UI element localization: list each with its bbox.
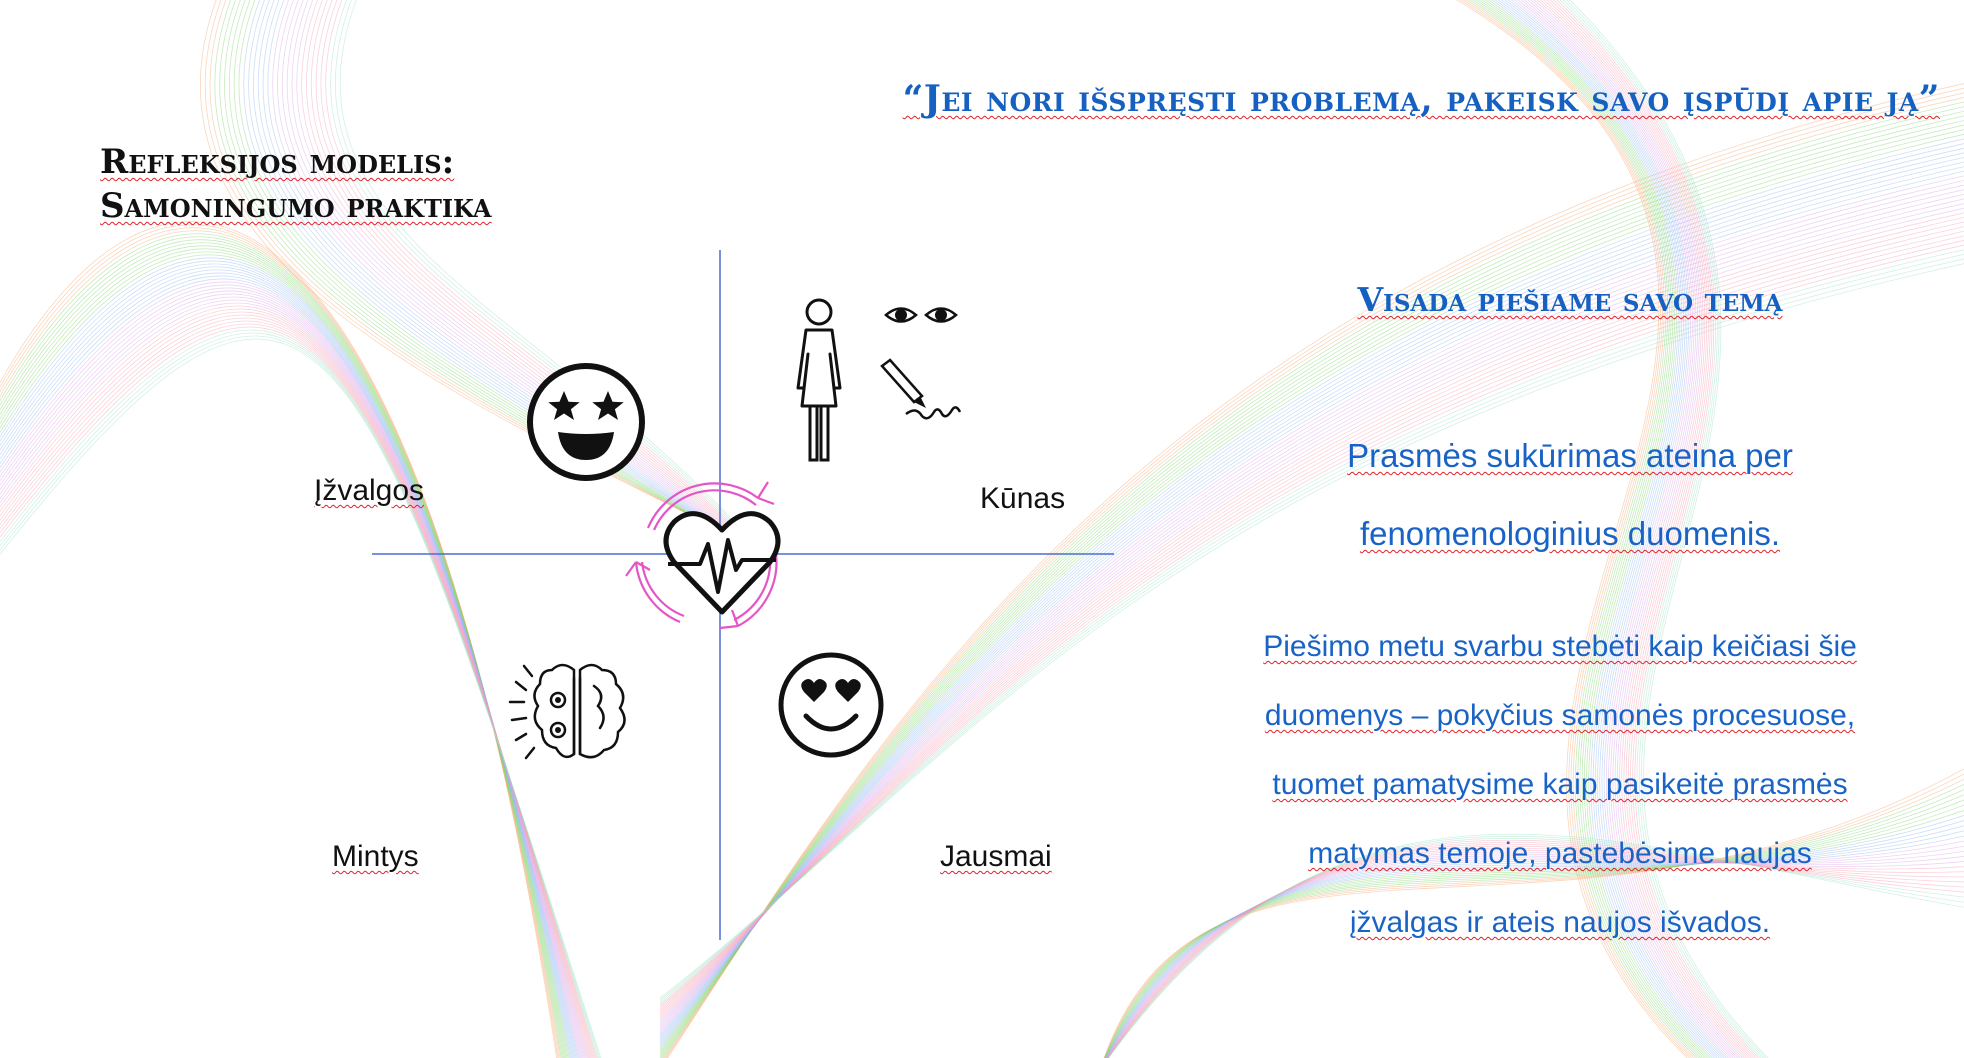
heartbeat-heart-icon (660, 500, 784, 624)
title-line-2: Samoningumo praktika (100, 186, 492, 226)
pen-signing-icon (876, 356, 964, 426)
drawing-line-3: tuomet pamatysime kaip pasikeitė prasmės (1272, 768, 1848, 801)
drawing-line-2: duomenys – pokyčius samonės procesuose, (1264, 699, 1856, 732)
quadrant-label-body: Kūnas (980, 482, 1066, 515)
eyes-icon (884, 302, 958, 328)
drawing-line-5: įžvalgas ir ateis naujos išvados. (1349, 906, 1771, 939)
person-icon (784, 296, 854, 466)
subtitle-heading: Visada piešiame savo temą (1357, 280, 1783, 319)
quadrant-label-thoughts: Mintys (332, 840, 419, 873)
title-line-1: Refleksijos modelis: (100, 142, 455, 182)
quote-heading: “Jei nori išspręsti problemą, pakeisk savo įspūdį apie ją” (902, 78, 1940, 120)
quadrant-label-feelings: Jausmai (940, 840, 1052, 873)
meaning-line-2: fenomenologinius duomenis. (1359, 515, 1781, 552)
meaning-line-1: Prasmės sukūrimas ateina per (1347, 437, 1793, 474)
quadrant-label-insights: Įžvalgos (314, 474, 425, 507)
heart-eyes-face-icon (776, 650, 886, 760)
drawing-line-1: Piešimo metu svarbu stebėti kaip keičiasi šie (1263, 630, 1857, 663)
drawing-line-4: matymas temoje, pastebėsime naujas (1308, 837, 1812, 870)
brain-gears-icon (508, 658, 642, 772)
